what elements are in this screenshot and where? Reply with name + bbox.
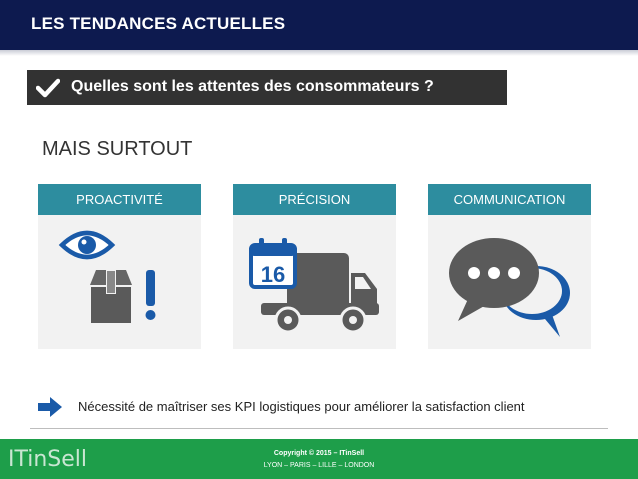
divider bbox=[30, 428, 608, 429]
card-communication bbox=[428, 184, 591, 349]
eye-box-alert-icon bbox=[38, 215, 201, 349]
card-label: PROACTIVITÉ bbox=[38, 184, 201, 215]
section-title: MAIS SURTOUT bbox=[42, 138, 193, 160]
calendar-truck-icon bbox=[233, 215, 396, 349]
header-bar bbox=[0, 0, 638, 50]
question-banner bbox=[27, 70, 507, 105]
slide-header bbox=[0, 0, 638, 55]
footer-cities: LYON – PARIS – LILLE – LONDON bbox=[263, 462, 375, 469]
calendar-day: 16 bbox=[260, 262, 286, 287]
alert-icon bbox=[146, 270, 156, 320]
note-text: Nécessité de maîtriser ses KPI logistiques pour améliorer la satisfaction client bbox=[78, 399, 525, 414]
checkmark-icon bbox=[36, 78, 60, 98]
footer bbox=[0, 439, 638, 479]
header-shadow bbox=[0, 50, 638, 56]
card-proactivite bbox=[38, 184, 201, 349]
card-label: COMMUNICATION bbox=[428, 184, 591, 215]
question-text: Quelles sont les attentes des consommateurs ? bbox=[71, 78, 434, 95]
company-logo: ITinSell bbox=[8, 447, 88, 472]
calendar-icon bbox=[251, 238, 295, 287]
arrow-right-icon bbox=[38, 397, 62, 417]
footer-copyright: Copyright © 2015 – ITinSell bbox=[273, 450, 365, 457]
box-icon bbox=[90, 270, 132, 323]
card-precision bbox=[233, 184, 396, 349]
card-label: PRÉCISION bbox=[233, 184, 396, 215]
speech-bubbles-icon bbox=[428, 215, 591, 349]
slide-title: LES TENDANCES ACTUELLES bbox=[31, 14, 286, 33]
eye-icon bbox=[62, 233, 112, 257]
